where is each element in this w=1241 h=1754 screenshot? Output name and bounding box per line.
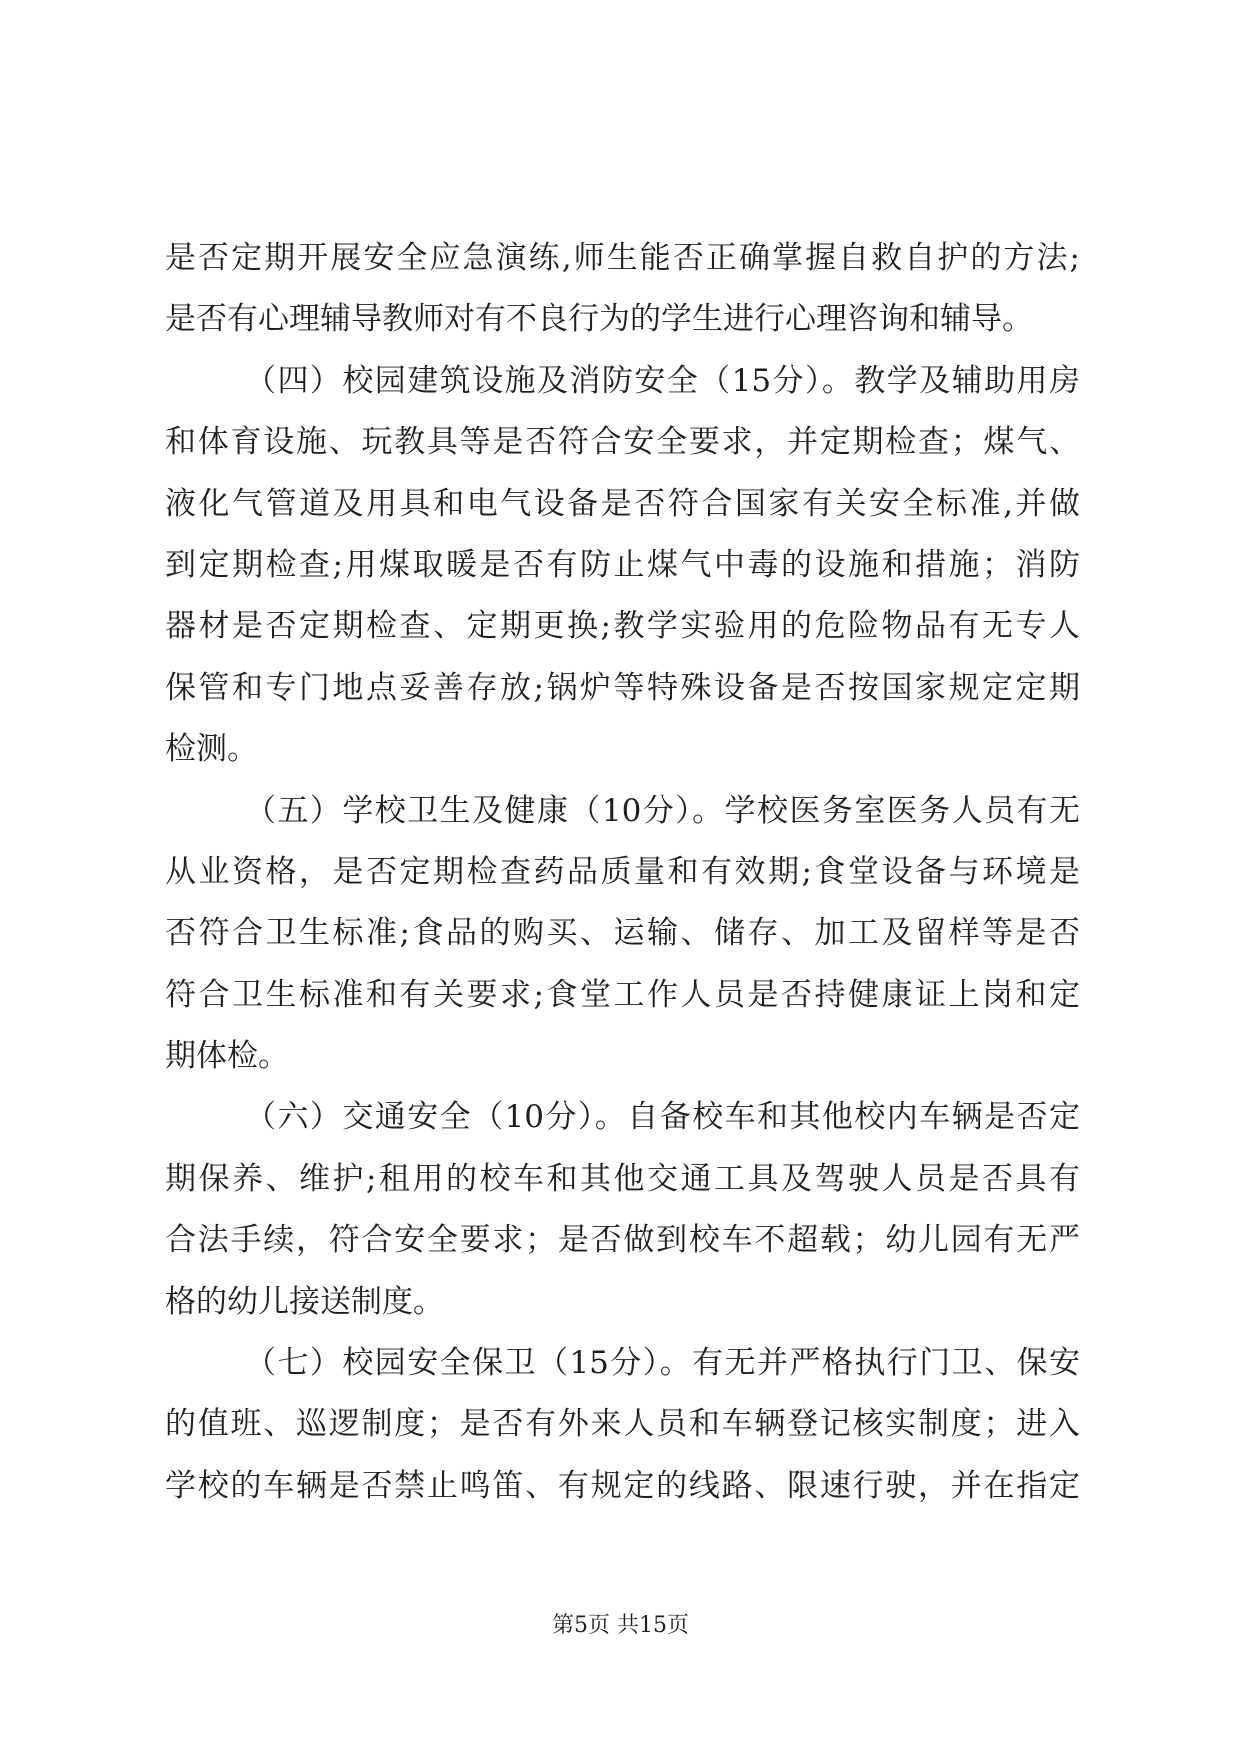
text-line: 和体育设施、玩教具等是否符合安全要求，并定期检查；煤气、	[165, 424, 1080, 461]
text-line: 学校的车辆是否禁止鸣笛、有规定的线路、限速行驶，并在指定	[165, 1467, 1080, 1504]
text-line: 符合卫生标准和有关要求;食堂工作人员是否持健康证上岗和定	[165, 976, 1080, 1013]
text-line: 检测。	[165, 731, 258, 768]
text-line: 从业资格，是否定期检查药品质量和有效期;食堂设备与环境是	[165, 853, 1080, 890]
text-line: 期保养、维护;租用的校车和其他交通工具及驾驶人员是否具有	[165, 1160, 1080, 1197]
body-text	[165, 228, 1080, 1517]
text-line: 是否有心理辅导教师对有不良行为的学生进行心理咨询和辅导。	[165, 301, 1033, 338]
text-line: （七）校园安全保卫（15分）。有无并严格执行门卫、保安	[245, 1345, 1080, 1382]
text-line: 是否定期开展安全应急演练,师生能否正确掌握自救自护的方法;	[165, 240, 1080, 276]
text-line: （五）学校卫生及健康（10分）。学校医务室医务人员有无	[245, 792, 1080, 829]
text-line: 格的幼儿接送制度。	[165, 1283, 444, 1320]
text-line: 保管和专门地点妥善存放;锅炉等特殊设备是否按国家规定定期	[165, 669, 1080, 706]
text-line: （六）交通安全（10分）。自备校车和其他校内车辆是否定	[245, 1099, 1080, 1136]
text-line: 否符合卫生标准;食品的购买、运输、储存、加工及留样等是否	[165, 915, 1080, 952]
text-line: （四）校园建筑设施及消防安全（15分）。教学及辅助用房	[245, 362, 1080, 399]
text-line: 的值班、巡逻制度；是否有外来人员和车辆登记核实制度；进入	[165, 1406, 1080, 1443]
text-line: 合法手续，符合安全要求；是否做到校车不超载；幼儿园有无严	[165, 1222, 1080, 1259]
text-line: 到定期检查;用煤取暖是否有防止煤气中毒的设施和措施；消防	[165, 546, 1080, 583]
page-footer: 第5页 共15页	[552, 1613, 689, 1638]
text-line: 期体检。	[165, 1038, 289, 1075]
text-line: 器材是否定期检查、定期更换;教学实验用的危险物品有无专人	[165, 608, 1080, 645]
text-line: 液化气管道及用具和电气设备是否符合国家有关安全标准,并做	[165, 485, 1080, 522]
